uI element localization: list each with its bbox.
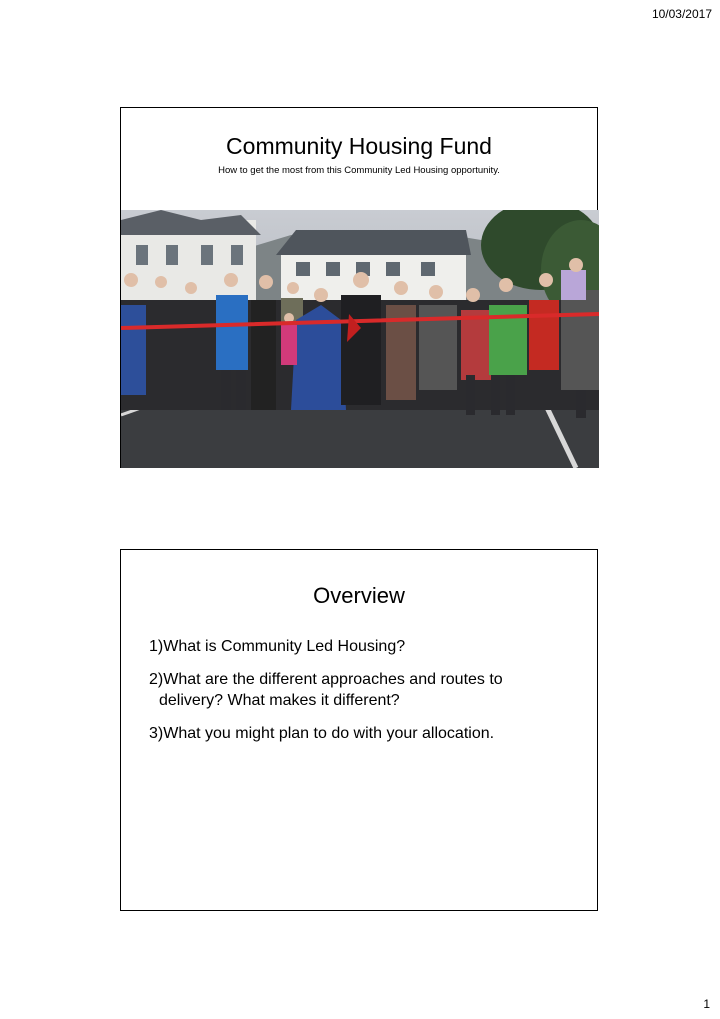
overview-title: Overview <box>313 583 405 608</box>
slide-title: Community Housing Fund <box>226 133 492 159</box>
slide-subtitle: How to get the most from this Community Led Housing opportunity. <box>218 165 500 176</box>
list-item <box>149 723 567 744</box>
list-item <box>149 669 567 711</box>
ribbon-cutting-photo <box>121 210 599 468</box>
slide-overview <box>120 549 598 911</box>
overview-list <box>149 636 567 756</box>
list-item <box>149 636 567 657</box>
list-item-continuation: delivery? What makes it different? <box>159 692 400 709</box>
list-item-text: 2)What are the different approaches and routes to <box>149 671 503 688</box>
page-number: 1 <box>703 997 710 1011</box>
slide-title-card <box>120 107 598 468</box>
page-date: 10/03/2017 <box>651 7 712 21</box>
list-item-text: 3)What you might plan to do with your allocation. <box>149 725 495 742</box>
list-item-text: 1)What is Community Led Housing? <box>149 638 406 655</box>
